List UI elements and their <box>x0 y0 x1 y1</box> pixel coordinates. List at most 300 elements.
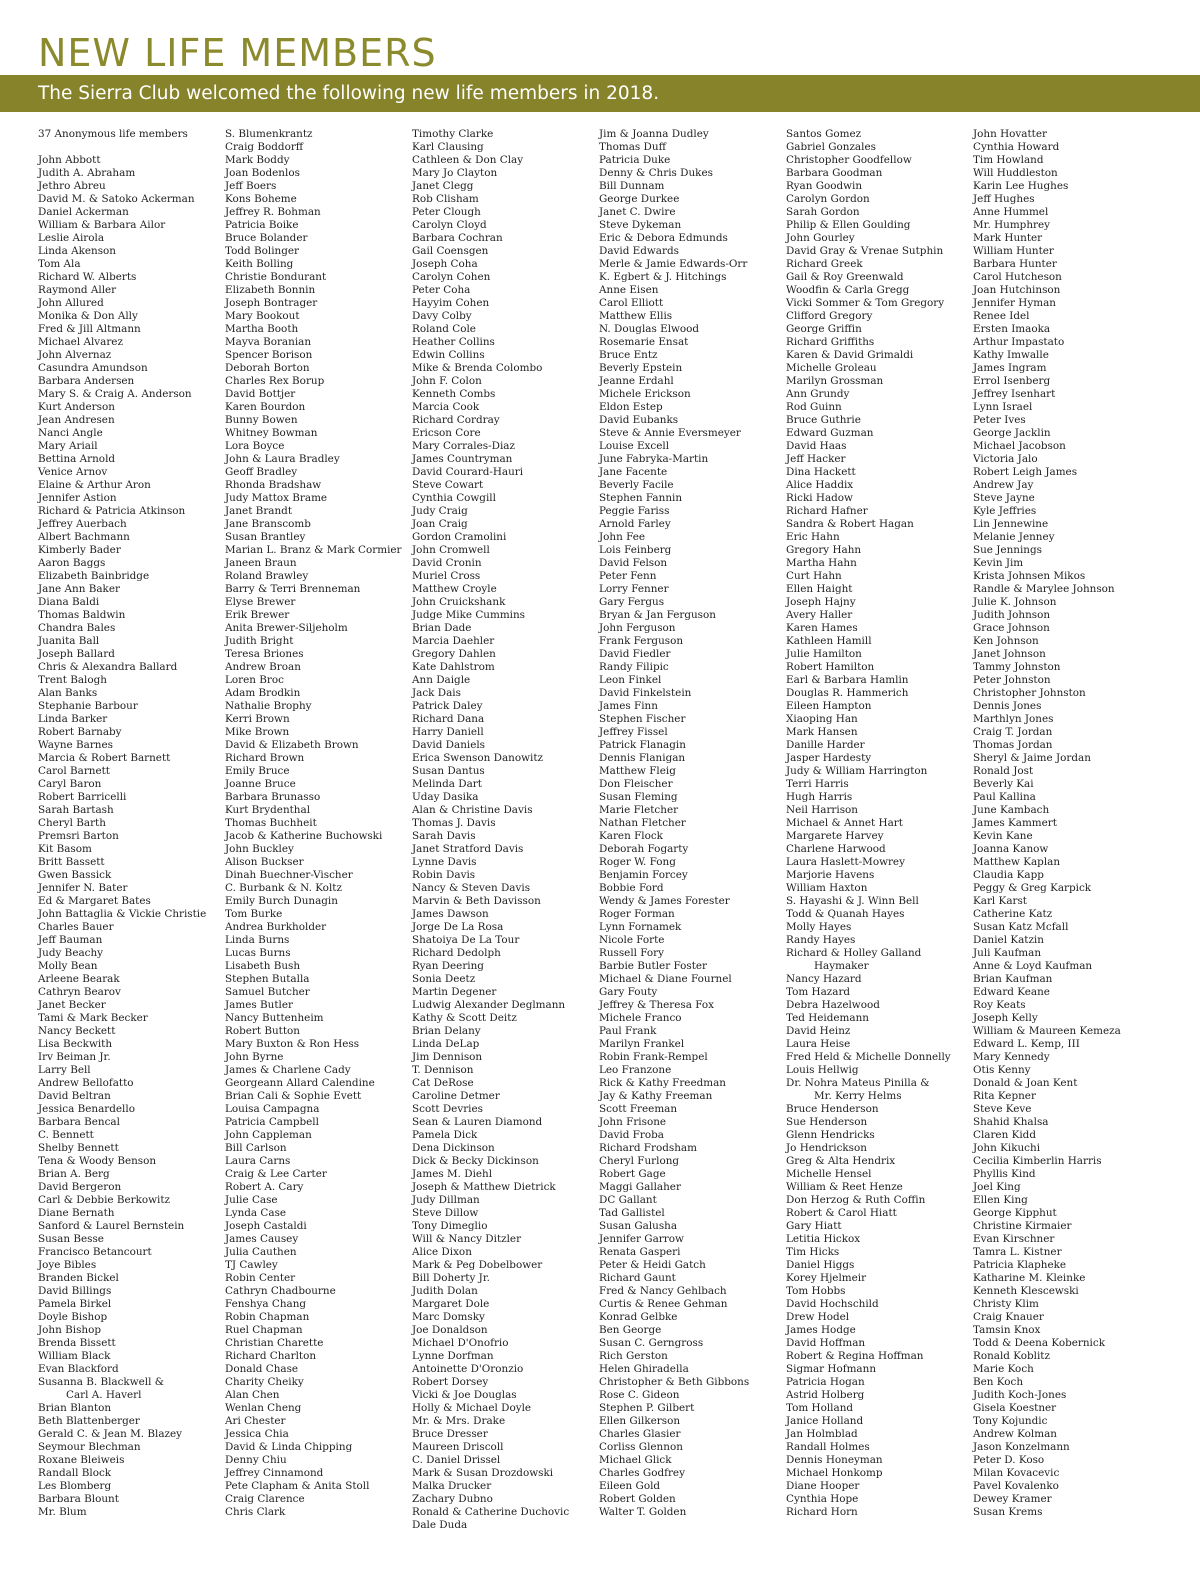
member-name: Joan Hutchinson <box>973 284 1061 296</box>
member-name: Tena & Woody Benson <box>38 1155 157 1167</box>
member-name: Georgeann Allard Calendine <box>225 1077 375 1089</box>
member-name: Irv Beiman Jr. <box>38 1051 111 1063</box>
member-name: Christian Charette <box>225 1337 324 1349</box>
member-name: Alan Chen <box>225 1389 280 1401</box>
member-name: Carolyn Cohen <box>412 271 491 283</box>
member-name: Barbara Andersen <box>38 375 135 387</box>
member-name: Sanford & Laurel Bernstein <box>38 1220 185 1232</box>
member-name: Sarah Gordon <box>786 206 860 218</box>
member-name: Sue Jennings <box>973 544 1042 556</box>
member-name: Susan Fleming <box>599 791 678 803</box>
member-name: Geoff Bradley <box>225 466 298 478</box>
member-name: Robert Leigh James <box>973 466 1078 478</box>
member-list <box>0 128 1200 1558</box>
member-name: Marian L. Branz & Mark Cormier <box>225 544 402 556</box>
member-name: Anita Brewer-Siljeholm <box>225 622 348 634</box>
member-name: John Allured <box>38 297 104 309</box>
member-name: Joseph Hajny <box>786 596 856 608</box>
member-name: James Countryman <box>412 453 513 465</box>
member-name: DC Gallant <box>599 1194 657 1206</box>
member-name: Jethro Abreu <box>38 180 106 192</box>
member-name: Diane Bernath <box>38 1207 115 1219</box>
member-name: Barbara Blount <box>38 1493 119 1505</box>
member-name: Charles Bauer <box>38 921 114 933</box>
member-name: Cecilia Kimberlin Harris <box>973 1155 1102 1167</box>
member-name: Andrea Burkholder <box>225 921 327 933</box>
member-name: Diana Baldi <box>38 596 100 608</box>
member-name: Janet Clegg <box>412 180 474 192</box>
member-name: Beverly Facile <box>599 479 674 491</box>
member-name: William Hunter <box>973 245 1054 257</box>
member-name: Larry Bell <box>38 1064 91 1076</box>
member-name: Chris & Alexandra Ballard <box>38 661 178 673</box>
member-name: Peggie Fariss <box>599 505 670 517</box>
member-name: Ricki Hadow <box>786 492 853 504</box>
member-name: Jo Hendrickson <box>786 1142 867 1154</box>
member-name: Barbara Hunter <box>973 258 1057 270</box>
member-name: Chris Clark <box>225 1506 286 1518</box>
member-name: Joan Bodenlos <box>225 167 300 179</box>
member-name: Roland Cole <box>412 323 476 335</box>
member-name: Tony Kojundic <box>973 1415 1048 1427</box>
member-name: Daniel Ackerman <box>38 206 129 218</box>
member-name: Mark & Susan Drozdowski <box>412 1467 554 1479</box>
member-name: Michele Erickson <box>599 388 691 400</box>
member-name: Joanna Kanow <box>973 843 1049 855</box>
member-name: Alison Buckser <box>225 856 304 868</box>
member-name: James & Charlene Cady <box>225 1064 351 1076</box>
member-name: Denny & Chris Dukes <box>599 167 713 179</box>
member-name: Venice Arnov <box>38 466 108 478</box>
member-name: Frank Ferguson <box>599 635 684 647</box>
member-name: Korey Hjelmeir <box>786 1272 867 1284</box>
member-name: Stephen Butalla <box>225 973 310 985</box>
member-name: Krista Johnsen Mikos <box>973 570 1086 582</box>
member-name: Michael Alvarez <box>38 336 123 348</box>
member-name: Greg & Alta Hendrix <box>786 1155 896 1167</box>
member-name: Denny Chiu <box>225 1454 287 1466</box>
member-name: Judge Mike Cummins <box>412 609 526 621</box>
member-name: Curt Hahn <box>786 570 842 582</box>
member-name: Pamela Birkel <box>38 1298 112 1310</box>
member-name: Randle & Marylee Johnson <box>973 583 1115 595</box>
member-name: Nancy Beckett <box>38 1025 116 1037</box>
member-name: Karen Bourdon <box>225 401 306 413</box>
member-name: James Kammert <box>973 817 1057 829</box>
member-name: Jeffrey Isenhart <box>973 388 1056 400</box>
member-name: Pamela Dick <box>412 1129 478 1141</box>
member-name: Will & Nancy Ditzler <box>412 1233 522 1245</box>
member-name: Dennis Jones <box>973 700 1042 712</box>
member-name: Steve Cowart <box>412 479 484 491</box>
member-name: Bunny Bowen <box>225 414 298 426</box>
member-name: Diane Hooper <box>786 1480 860 1492</box>
member-name: Michael & Annet Hart <box>786 817 903 829</box>
member-name: Steve Keve <box>973 1103 1032 1115</box>
member-name: Linda Barker <box>38 713 108 725</box>
member-name: Bruce Dresser <box>412 1428 488 1440</box>
member-name: John & Laura Bradley <box>225 453 340 465</box>
member-name: Martha Booth <box>225 323 299 335</box>
member-name: Ben George <box>599 1324 662 1336</box>
member-name: David Fiedler <box>599 648 671 660</box>
member-name: Richard Frodsham <box>599 1142 697 1154</box>
member-name: Randall Holmes <box>786 1441 870 1453</box>
member-name: Mark Hansen <box>786 726 858 738</box>
member-name: Eileen Gold <box>599 1480 661 1492</box>
member-name: David Cronin <box>412 557 482 569</box>
member-name: Evan Blackford <box>38 1363 119 1375</box>
member-name: Sarah Bartash <box>38 804 114 816</box>
member-name: Margaret Dole <box>412 1298 490 1310</box>
member-name: Renee Idel <box>973 310 1030 322</box>
member-name: Judith A. Abraham <box>38 167 136 179</box>
member-name: Charles Glasier <box>599 1428 681 1440</box>
member-name: Thomas Duff <box>599 141 666 153</box>
member-name: George Kipphut <box>973 1207 1057 1219</box>
subtitle-banner <box>0 75 1200 112</box>
member-name: Rose C. Gideon <box>599 1389 680 1401</box>
member-name: June Fabryka-Martin <box>599 453 709 465</box>
member-name: Patrick Daley <box>412 700 483 712</box>
member-name: Raymond Aller <box>38 284 117 296</box>
member-name: Christie Bondurant <box>225 271 327 283</box>
member-name: Todd & Quanah Hayes <box>786 908 905 920</box>
member-name: Mike & Brenda Colombo <box>412 362 543 374</box>
member-name: Dr. Nohra Mateus Pinilla & <box>786 1077 930 1089</box>
member-name: Ann Daigle <box>412 674 471 686</box>
member-name: Steve Dykeman <box>599 219 682 231</box>
member-name: David Hoffman <box>786 1337 866 1349</box>
member-name: Linda Burns <box>225 934 290 946</box>
member-name: Matthew Kaplan <box>973 856 1061 868</box>
member-name: Richard Cordray <box>412 414 500 426</box>
member-name: Kyle Jeffries <box>973 505 1037 517</box>
member-name: Trent Balogh <box>38 674 107 686</box>
member-name: Whitney Bowman <box>225 427 318 439</box>
member-name: Brian Kaufman <box>973 973 1053 985</box>
member-name: Randy Filipic <box>599 661 669 673</box>
member-name: Judy Beachy <box>38 947 104 959</box>
member-name: Paul Frank <box>599 1025 657 1037</box>
member-name: Ben Koch <box>973 1376 1024 1388</box>
member-name: Carl A. Haverl <box>66 1389 142 1401</box>
member-name: Brian A. Berg <box>38 1168 110 1180</box>
member-name: Gabriel Gonzales <box>786 141 876 153</box>
member-name: Arnold Farley <box>599 518 671 530</box>
member-name: Tad Gallistel <box>599 1207 665 1219</box>
member-name: John Alvernaz <box>38 349 112 361</box>
member-name: Linda DeLap <box>412 1038 480 1050</box>
member-name: Ellen King <box>973 1194 1028 1206</box>
member-name: Wenlan Cheng <box>225 1402 302 1414</box>
member-name: Dewey Kramer <box>973 1493 1052 1505</box>
member-name: Juli Kaufman <box>973 947 1042 959</box>
member-name: Stephanie Barbour <box>38 700 138 712</box>
member-name: Karen & David Grimaldi <box>786 349 914 361</box>
member-name: Kevin Kane <box>973 830 1033 842</box>
member-name: Lisabeth Bush <box>225 960 301 972</box>
member-name: Catherine Katz <box>973 908 1053 920</box>
member-name: Sandra & Robert Hagan <box>786 518 914 530</box>
member-name: David Billings <box>38 1285 112 1297</box>
member-name: K. Egbert & J. Hitchings <box>599 271 727 283</box>
member-name: Nancy & Steven Davis <box>412 882 531 894</box>
member-name: Richard Brown <box>225 752 305 764</box>
member-name: Benjamin Forcey <box>599 869 688 881</box>
member-name: Dina Hackett <box>786 466 856 478</box>
member-name: Marthlyn Jones <box>973 713 1054 725</box>
member-name: John Hovatter <box>973 128 1047 140</box>
member-name: Les Blomberg <box>38 1480 112 1492</box>
member-name: Patricia Boike <box>225 219 299 231</box>
member-name: Ericson Core <box>412 427 481 439</box>
member-name: Jessica Benardello <box>38 1103 135 1115</box>
member-name: Ronald Jost <box>973 765 1034 777</box>
member-name: James Butler <box>225 999 293 1011</box>
member-name: Don Herzog & Ruth Coffin <box>786 1194 926 1206</box>
member-name: David M. & Satoko Ackerman <box>38 193 195 205</box>
member-column-6 <box>973 128 1163 1519</box>
member-name: Peter Coha <box>412 284 471 296</box>
member-name: Joye Bibles <box>38 1259 97 1271</box>
member-name: Terri Harris <box>786 778 849 790</box>
member-name: Thomas Buchheit <box>225 817 317 829</box>
member-name: Robin Center <box>225 1272 296 1284</box>
member-name: Cathryn Bearov <box>38 986 121 998</box>
member-name: Susan Besse <box>38 1233 104 1245</box>
member-name: Claren Kidd <box>973 1129 1036 1141</box>
member-name: Martin Degener <box>412 986 497 998</box>
member-name: James Finn <box>599 700 658 712</box>
member-name: George Durkee <box>599 193 680 205</box>
member-name: Earl & Barbara Hamlin <box>786 674 909 686</box>
member-name: Zachary Dubno <box>412 1493 493 1505</box>
member-name: Tim Hicks <box>786 1246 840 1258</box>
member-name: Sean & Lauren Diamond <box>412 1116 543 1128</box>
member-name: Rosemarie Ensat <box>599 336 689 348</box>
member-name: Bryan & Jan Ferguson <box>599 609 716 621</box>
member-name: Richard & Patricia Atkinson <box>38 505 186 517</box>
member-name: Randy Hayes <box>786 934 856 946</box>
member-name: Carl & Debbie Berkowitz <box>38 1194 171 1206</box>
member-name: Santos Gomez <box>786 128 862 140</box>
member-name: David Bottjer <box>225 388 296 400</box>
member-name: Lynn Israel <box>973 401 1033 413</box>
member-name: Judy Mattox Brame <box>225 492 328 504</box>
member-name: Jeffrey Auerbach <box>38 518 127 530</box>
member-name: Ari Chester <box>225 1415 286 1427</box>
member-name: Steve Dillow <box>412 1207 479 1219</box>
member-name: Don Fleischer <box>599 778 673 790</box>
member-name: Marilyn Frankel <box>599 1038 685 1050</box>
member-name: Erica Swenson Danowitz <box>412 752 543 764</box>
member-name: Dick & Becky Dickinson <box>412 1155 539 1167</box>
member-name: Jack Dais <box>412 687 461 699</box>
member-name: Kurt Brydenthal <box>225 804 311 816</box>
member-name: Roger Forman <box>599 908 675 920</box>
member-name: James Dawson <box>412 908 489 920</box>
member-name: Mary Bookout <box>225 310 300 322</box>
member-name: Tami & Mark Becker <box>38 1012 148 1024</box>
member-name: Linda Akenson <box>38 245 116 257</box>
member-name: Barbara Cochran <box>412 232 503 244</box>
member-name: Rich Gerston <box>599 1350 668 1362</box>
member-name: Ken Johnson <box>973 635 1039 647</box>
member-name: Charity Cheiky <box>225 1376 304 1388</box>
member-name: Karin Lee Hughes <box>973 180 1069 192</box>
member-name: Nancy Hazard <box>786 973 862 985</box>
member-name: Robert Barricelli <box>38 791 127 803</box>
member-name: Elyse Brewer <box>225 596 296 608</box>
member-name: Anne Hummel <box>973 206 1049 218</box>
member-name: Jane Facente <box>599 466 668 478</box>
member-name: Mr. Blum <box>38 1506 87 1518</box>
member-name: Adam Brodkin <box>225 687 301 699</box>
member-name: Antoinette D'Oronzio <box>412 1363 524 1375</box>
member-name: Leon Finkel <box>599 674 662 686</box>
member-name: Barry & Terri Brenneman <box>225 583 361 595</box>
member-name: Thomas J. Davis <box>412 817 496 829</box>
member-name: Mark Hunter <box>973 232 1043 244</box>
member-name: Susan Brantley <box>225 531 306 543</box>
member-name: Jasper Hardesty <box>786 752 872 764</box>
member-name: Tom Hazard <box>786 986 851 998</box>
member-name: Dena Dickinson <box>412 1142 495 1154</box>
member-name: Jeff Bauman <box>38 934 103 946</box>
member-name: Tamra L. Kistner <box>973 1246 1062 1258</box>
member-name: Cathleen & Don Clay <box>412 154 524 166</box>
member-name: Fred Held & Michelle Donnelly <box>786 1051 951 1063</box>
member-name: Edward Keane <box>973 986 1050 998</box>
member-name: Deborah Fogarty <box>599 843 689 855</box>
member-name: Casundra Amundson <box>38 362 148 374</box>
member-name: Janet Becker <box>38 999 106 1011</box>
member-name: Joseph Ballard <box>38 648 115 660</box>
member-name: Rod Guinn <box>786 401 842 413</box>
member-name: Vicki & Joe Douglas <box>412 1389 517 1401</box>
member-name: Bill Carlson <box>225 1142 287 1154</box>
member-name: Robert A. Cary <box>225 1181 304 1193</box>
member-name: Molly Bean <box>38 960 98 972</box>
member-name: Jeff Hughes <box>973 193 1035 205</box>
member-name: Karl Clausing <box>412 141 484 153</box>
member-name: Dale Duda <box>412 1519 468 1531</box>
member-name: Edward Guzman <box>786 427 874 439</box>
member-name: Edwin Collins <box>412 349 485 361</box>
member-column-1 <box>38 128 222 1519</box>
member-name: Woodfin & Carla Gregg <box>786 284 910 296</box>
member-name: Eric Hahn <box>786 531 840 543</box>
member-name: Robert Button <box>225 1025 300 1037</box>
member-name: Christopher Johnston <box>973 687 1086 699</box>
member-name: Evan Kirschner <box>973 1233 1055 1245</box>
member-name: Hayyim Cohen <box>412 297 490 309</box>
member-name: Craig Knauer <box>973 1311 1044 1323</box>
member-name: Haymaker <box>814 960 869 972</box>
member-name: Roxane Bleiweis <box>38 1454 125 1466</box>
member-name: Jessica Chia <box>225 1428 289 1440</box>
member-name: Judith Dolan <box>412 1285 478 1297</box>
member-name: Jennifer Hyman <box>973 297 1056 309</box>
member-name: Rita Kepner <box>973 1090 1036 1102</box>
member-name: Matthew Ellis <box>599 310 673 322</box>
member-name: Laura Heise <box>786 1038 851 1050</box>
member-name: Joseph Kelly <box>973 1012 1038 1024</box>
member-name: Brian Blanton <box>38 1402 112 1414</box>
member-name: Lynne Dorfman <box>412 1350 494 1362</box>
member-name: Kerri Brown <box>225 713 290 725</box>
member-name: Peggy & Greg Karpick <box>973 882 1092 894</box>
member-name: Will Huddleston <box>973 167 1058 179</box>
member-name: Judith Bright <box>225 635 294 647</box>
member-name: Branden Bickel <box>38 1272 119 1284</box>
member-name: Kathleen Hamill <box>786 635 872 647</box>
member-name: N. Douglas Elwood <box>599 323 700 335</box>
member-name: Donald Chase <box>225 1363 299 1375</box>
member-name: Bruce Entz <box>599 349 658 361</box>
member-column-4 <box>599 128 783 1519</box>
member-name: Janet C. Dwire <box>599 206 676 218</box>
member-name: Sigmar Hofmann <box>786 1363 877 1375</box>
member-name: Jim Dennison <box>412 1051 483 1063</box>
member-name: William Black <box>38 1350 111 1362</box>
member-name: John Kikuchi <box>973 1142 1041 1154</box>
member-name: Joan Craig <box>412 518 468 530</box>
member-name: Sheryl & Jaime Jordan <box>973 752 1091 764</box>
member-name: Cheryl Furlong <box>599 1155 680 1167</box>
member-name: Barbara Goodman <box>786 167 883 179</box>
member-name: Kenneth Combs <box>412 388 496 400</box>
member-name: Richard Dedolph <box>412 947 501 959</box>
member-name: Marjorie Havens <box>786 869 875 881</box>
member-name: Cynthia Cowgill <box>412 492 496 504</box>
member-name: Laura Carns <box>225 1155 291 1167</box>
member-column-2 <box>225 128 409 1519</box>
member-name: Robert & Carol Hiatt <box>786 1207 897 1219</box>
member-name: Carolyn Gordon <box>786 193 870 205</box>
member-name: Alan Banks <box>38 687 98 699</box>
member-name: Kathy Imwalle <box>973 349 1049 361</box>
member-name: Konrad Gelbke <box>599 1311 678 1323</box>
member-name: Arthur Impastato <box>973 336 1065 348</box>
member-name: Susan Katz Mcfall <box>973 921 1069 933</box>
member-name: Judy & William Harrington <box>786 765 928 777</box>
member-name: Uday Dasika <box>412 791 479 803</box>
member-name: Jane Branscomb <box>225 518 311 530</box>
member-name: Julie K. Johnson <box>973 596 1057 608</box>
member-name: Caroline Detmer <box>412 1090 500 1102</box>
member-name: David Edwards <box>599 245 679 257</box>
member-name: Marilyn Grossman <box>786 375 884 387</box>
member-name: Drew Hodel <box>786 1311 850 1323</box>
member-name: TJ Cawley <box>225 1259 278 1271</box>
member-name: Ed & Margaret Bates <box>38 895 151 907</box>
member-name: Joseph Bontrager <box>225 297 318 309</box>
member-name: Leslie Airola <box>38 232 105 244</box>
member-name: Otis Kenny <box>973 1064 1031 1076</box>
member-name: Ellen Gilkerson <box>599 1415 681 1427</box>
member-name: Richard Charlton <box>225 1350 317 1362</box>
member-name: Andrew Kolman <box>973 1428 1057 1440</box>
member-name: Kevin Jim <box>973 557 1024 569</box>
member-name: John Cruickshank <box>412 596 506 608</box>
member-name: Susan Galusha <box>599 1220 678 1232</box>
member-name: Marie Koch <box>973 1363 1034 1375</box>
member-name: Cynthia Hope <box>786 1493 859 1505</box>
member-name: Dinah Buechner-Vischer <box>225 869 353 881</box>
member-name: Mark Boddy <box>225 154 290 166</box>
